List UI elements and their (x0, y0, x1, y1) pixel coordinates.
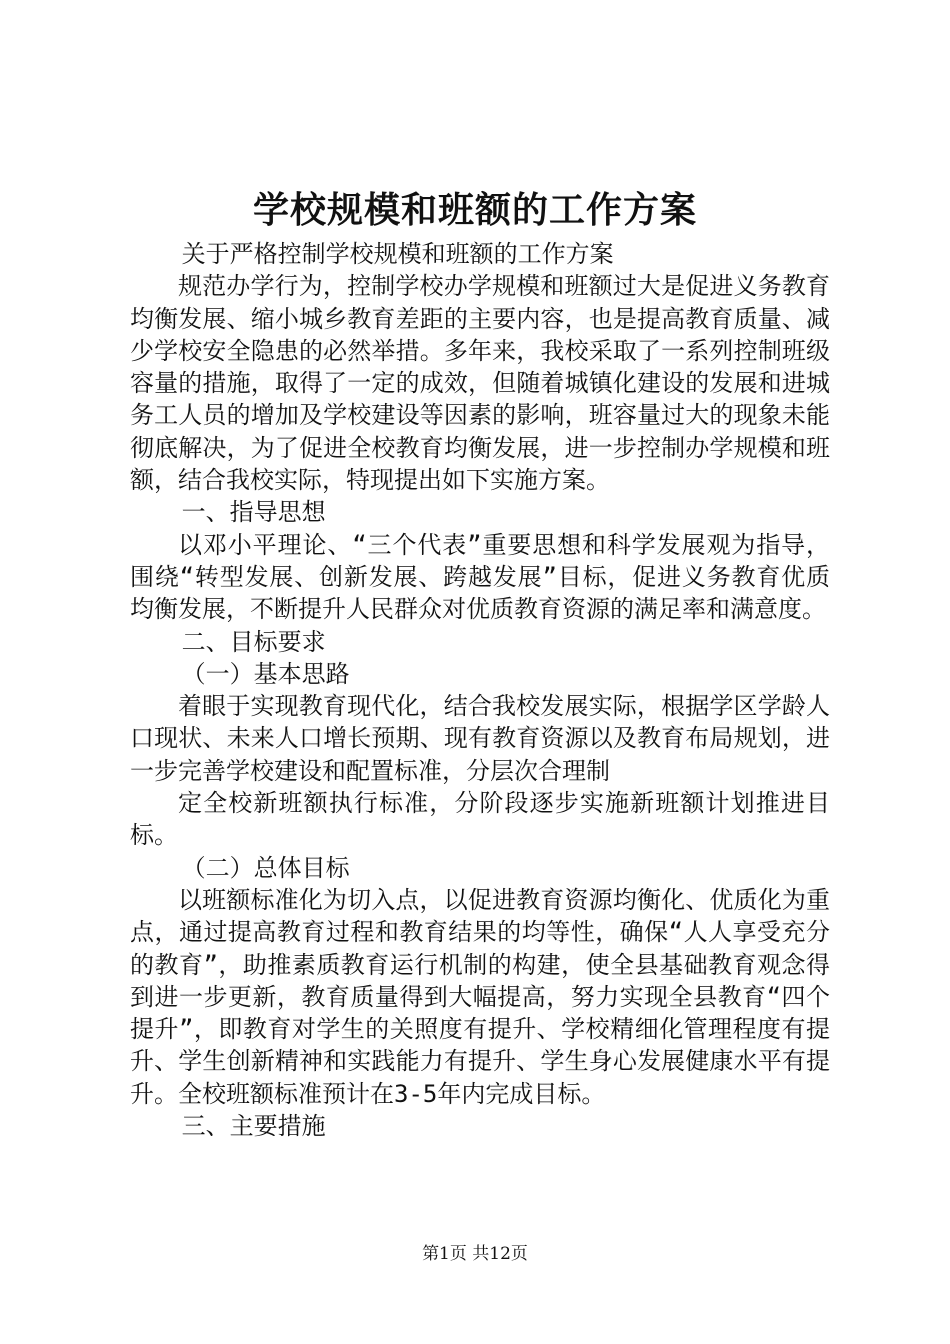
body-paragraph: 以邓小平理论、“三个代表”重要思想和科学发展观为指导，围绕“转型发展、创新发展、跨越发展”目标，促进义务教育优质均衡发展，不断提升人民群众对优质教育资源的满足率和满意度。 (130, 530, 830, 624)
body-paragraph: 着眼于实现教育现代化，结合我校发展实际，根据学区学龄人口现状、未来人口增长预期、现有教育资源以及教育布局规划，进一步完善学校建设和配置标准，分层次合理制 (130, 692, 830, 785)
body-paragraph: 以班额标准化为切入点，以促进教育资源均衡化、优质化为重点，通过提高教育过程和教育结果的均等性，确保“人人享受充分的教育”，助推素质教育运行机制的构建，使全县基础教育观念得到进一步更新，教育质量得到大幅提高，努力实现全县教育“四个提升”，即教育对学生的关照度有提升、学校精细化管理程度有提升、学生创新精神和实践能力有提升、学生身心发展健康水平有提升。全校班额标准预计在3-5年内完成目标。 (130, 885, 830, 1108)
section-heading: 一、指导思想 (181, 498, 326, 527)
page-footer: 第1页 共12页 (422, 1244, 528, 1264)
section-heading: 二、目标要求 (181, 627, 326, 656)
body-paragraph: 定全校新班额执行标准，分阶段逐步实施新班额计划推进目标。 (130, 789, 830, 850)
subsection-heading: （二）总体目标 (181, 853, 350, 882)
body-paragraph: 规范办学行为，控制学校办学规模和班额过大是促进义务教育均衡发展、缩小城乡教育差距的主要内容，也是提高教育质量、减少学校安全隐患的必然举措。多年来，我校采取了一系列控制班级容量的措施，取得了一定的成效，但随着城镇化建设的发展和进城务工人员的增加及学校建设等因素的影响，班容量过大的现象未能彻底解决，为了促进全校教育均衡发展，进一步控制办学规模和班额，结合我校实际，特现提出如下实施方案。 (130, 272, 830, 495)
section-heading: 关于严格控制学校规模和班额的工作方案 (181, 240, 614, 268)
subsection-heading: （一）基本思路 (181, 659, 350, 688)
document-title: 学校规模和班额的工作方案 (252, 189, 697, 231)
document-body (130, 238, 830, 1142)
section-heading: 三、主要措施 (181, 1112, 326, 1141)
